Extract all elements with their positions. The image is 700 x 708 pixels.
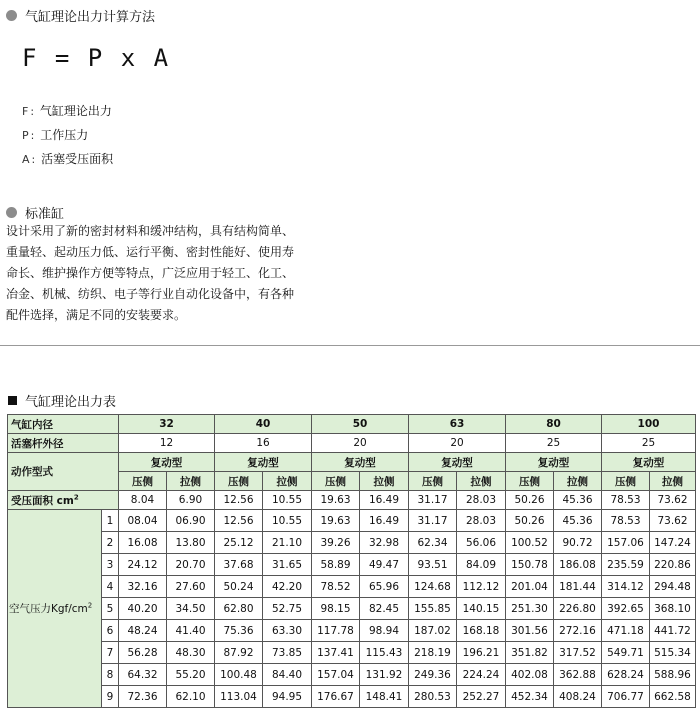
table-row	[8, 510, 696, 532]
force-value: 186.08	[554, 554, 602, 576]
area-value: 19.63	[312, 491, 360, 510]
force-value: 137.41	[312, 642, 360, 664]
force-value: 150.78	[506, 554, 554, 576]
force-value: 55.20	[167, 664, 215, 686]
bore-value: 50	[312, 415, 409, 434]
force-value: 294.48	[650, 576, 696, 598]
definition-key: F	[22, 105, 29, 118]
force-value: 87.92	[215, 642, 263, 664]
action-type: 复动型	[312, 453, 409, 472]
table-row	[8, 598, 696, 620]
force-value: 251.30	[506, 598, 554, 620]
force-value: 272.16	[554, 620, 602, 642]
force-value: 157.04	[312, 664, 360, 686]
area-row	[8, 491, 696, 510]
force-value: 301.56	[506, 620, 554, 642]
force-value: 588.96	[650, 664, 696, 686]
table-header	[8, 391, 116, 410]
area-value: 31.17	[409, 491, 457, 510]
force-value: 131.92	[360, 664, 409, 686]
force-value: 64.32	[119, 664, 167, 686]
force-formula: F = P x A	[22, 44, 171, 72]
force-value: 78.52	[312, 576, 360, 598]
force-value: 52.75	[263, 598, 312, 620]
force-value: 63.30	[263, 620, 312, 642]
bore-row	[8, 415, 696, 434]
area-label	[8, 491, 119, 510]
force-value: 62.80	[215, 598, 263, 620]
area-value: 50.26	[506, 491, 554, 510]
rod-value: 16	[215, 434, 312, 453]
definition-text: 活塞受压面积	[41, 152, 114, 166]
force-value: 112.12	[457, 576, 506, 598]
force-value: 31.65	[263, 554, 312, 576]
force-value: 32.16	[119, 576, 167, 598]
force-value: 58.89	[312, 554, 360, 576]
push-side-label: 压侧	[312, 472, 360, 491]
bore-label: 气缸内径	[8, 415, 119, 434]
definition-f: F : 气缸理论出力	[22, 104, 112, 118]
force-value: 62.34	[409, 532, 457, 554]
force-value: 98.94	[360, 620, 409, 642]
action-label: 动作型式	[8, 453, 119, 491]
area-value: 6.90	[167, 491, 215, 510]
force-value: 84.09	[457, 554, 506, 576]
force-value: 441.72	[650, 620, 696, 642]
action-type: 复动型	[409, 453, 506, 472]
force-value: 31.17	[409, 510, 457, 532]
action-type: 复动型	[119, 453, 215, 472]
force-value: 56.06	[457, 532, 506, 554]
pressure-label-text: 空气压力Kgf/cm	[9, 603, 88, 615]
bullet-dot-icon	[6, 10, 17, 21]
pressure-value: 8	[102, 664, 119, 686]
force-value: 362.88	[554, 664, 602, 686]
section-title: 标准缸	[25, 207, 65, 222]
table-row	[8, 576, 696, 598]
bullet-square-icon	[8, 396, 17, 405]
force-value: 471.18	[602, 620, 650, 642]
force-value: 314.12	[602, 576, 650, 598]
force-value: 155.85	[409, 598, 457, 620]
force-value: 662.58	[650, 686, 696, 708]
area-value: 12.56	[215, 491, 263, 510]
table-row	[8, 532, 696, 554]
pressure-value: 4	[102, 576, 119, 598]
definition-key: P	[22, 129, 29, 142]
standard-cylinder-description: 设计采用了新的密封材料和缓冲结构，具有结构简单、重量轻、起动压力低、运行平衡、密封性能好、使用寿命长、维护操作方便等特点，广泛应用于轻工、化工、冶金、机械、纺织、电子等行业自动化设备中，有各种配件选择，满足不同的安装要求。	[6, 224, 295, 322]
table-row	[8, 642, 696, 664]
force-value: 16.08	[119, 532, 167, 554]
force-value: 27.60	[167, 576, 215, 598]
force-value: 157.06	[602, 532, 650, 554]
force-value: 39.26	[312, 532, 360, 554]
force-value: 124.68	[409, 576, 457, 598]
force-value: 98.15	[312, 598, 360, 620]
force-value: 08.04	[119, 510, 167, 532]
force-value: 10.55	[263, 510, 312, 532]
table-row	[8, 554, 696, 576]
force-value: 351.82	[506, 642, 554, 664]
definition-key: A	[22, 153, 30, 166]
area-value: 28.03	[457, 491, 506, 510]
bore-value: 40	[215, 415, 312, 434]
force-value: 93.51	[409, 554, 457, 576]
force-value: 24.12	[119, 554, 167, 576]
force-value: 226.80	[554, 598, 602, 620]
table-row	[8, 686, 696, 708]
force-value: 48.24	[119, 620, 167, 642]
force-value: 392.65	[602, 598, 650, 620]
push-side-label: 压侧	[409, 472, 457, 491]
force-value: 49.47	[360, 554, 409, 576]
area-value: 16.49	[360, 491, 409, 510]
definition-text: 气缸理论出力	[39, 104, 112, 118]
pressure-value: 7	[102, 642, 119, 664]
force-value: 84.40	[263, 664, 312, 686]
bore-value: 63	[409, 415, 506, 434]
pull-side-label: 拉侧	[457, 472, 506, 491]
pressure-value: 6	[102, 620, 119, 642]
force-value: 115.43	[360, 642, 409, 664]
force-value: 50.26	[506, 510, 554, 532]
section-header-calc-method	[6, 6, 155, 25]
force-value: 45.36	[554, 510, 602, 532]
force-value: 187.02	[409, 620, 457, 642]
action-type: 复动型	[602, 453, 696, 472]
force-value: 515.34	[650, 642, 696, 664]
rod-value: 20	[312, 434, 409, 453]
bullet-dot-icon	[6, 207, 17, 218]
pull-side-label: 拉侧	[650, 472, 696, 491]
bore-value: 80	[506, 415, 602, 434]
pressure-value: 5	[102, 598, 119, 620]
force-value: 90.72	[554, 532, 602, 554]
bore-value: 100	[602, 415, 696, 434]
force-value: 408.24	[554, 686, 602, 708]
push-side-label: 压侧	[506, 472, 554, 491]
area-label-text: 受压面积 cm	[11, 494, 74, 507]
force-value: 65.96	[360, 576, 409, 598]
force-value: 706.77	[602, 686, 650, 708]
force-value: 73.62	[650, 510, 696, 532]
area-value: 78.53	[602, 491, 650, 510]
pressure-label	[8, 510, 102, 708]
force-value: 50.24	[215, 576, 263, 598]
force-value: 34.50	[167, 598, 215, 620]
force-value: 368.10	[650, 598, 696, 620]
definition-p: P : 工作压力	[22, 128, 89, 142]
force-value: 25.12	[215, 532, 263, 554]
force-value: 628.24	[602, 664, 650, 686]
force-table	[7, 414, 696, 708]
force-value: 140.15	[457, 598, 506, 620]
force-value: 168.18	[457, 620, 506, 642]
force-value: 176.67	[312, 686, 360, 708]
rod-value: 25	[602, 434, 696, 453]
table-row	[8, 664, 696, 686]
push-side-label: 压侧	[602, 472, 650, 491]
force-value: 48.30	[167, 642, 215, 664]
force-value: 73.85	[263, 642, 312, 664]
force-value: 32.98	[360, 532, 409, 554]
push-side-label: 压侧	[119, 472, 167, 491]
area-value: 10.55	[263, 491, 312, 510]
force-value: 181.44	[554, 576, 602, 598]
force-value: 06.90	[167, 510, 215, 532]
force-value: 201.04	[506, 576, 554, 598]
force-value: 220.86	[650, 554, 696, 576]
force-value: 224.24	[457, 664, 506, 686]
action-row	[8, 453, 696, 472]
pressure-unit-sup: 2	[87, 601, 93, 610]
area-unit-sup: 2	[73, 493, 79, 501]
force-value: 75.36	[215, 620, 263, 642]
force-value: 72.36	[119, 686, 167, 708]
divider-line	[0, 345, 700, 346]
pressure-value: 2	[102, 532, 119, 554]
push-side-label: 压侧	[215, 472, 263, 491]
force-value: 148.41	[360, 686, 409, 708]
rod-value: 12	[119, 434, 215, 453]
section-title: 气缸理论出力计算方法	[25, 10, 156, 25]
force-value: 113.04	[215, 686, 263, 708]
rod-label: 活塞杆外径	[8, 434, 119, 453]
pull-side-label: 拉侧	[360, 472, 409, 491]
rod-value: 25	[506, 434, 602, 453]
pressure-value: 3	[102, 554, 119, 576]
force-value: 452.34	[506, 686, 554, 708]
rod-row	[8, 434, 696, 453]
definition-text: 工作压力	[40, 128, 89, 142]
force-value: 20.70	[167, 554, 215, 576]
force-value: 100.52	[506, 532, 554, 554]
force-value: 56.28	[119, 642, 167, 664]
area-value: 73.62	[650, 491, 696, 510]
force-value: 12.56	[215, 510, 263, 532]
area-value: 8.04	[119, 491, 167, 510]
force-value: 41.40	[167, 620, 215, 642]
action-type: 复动型	[215, 453, 312, 472]
force-value: 218.19	[409, 642, 457, 664]
force-value: 21.10	[263, 532, 312, 554]
force-value: 78.53	[602, 510, 650, 532]
section-header-standard-cylinder	[6, 203, 64, 222]
table-row	[8, 620, 696, 642]
force-value: 549.71	[602, 642, 650, 664]
force-value: 82.45	[360, 598, 409, 620]
force-value: 402.08	[506, 664, 554, 686]
force-value: 280.53	[409, 686, 457, 708]
pressure-value: 1	[102, 510, 119, 532]
force-value: 28.03	[457, 510, 506, 532]
force-value: 317.52	[554, 642, 602, 664]
force-value: 42.20	[263, 576, 312, 598]
pull-side-label: 拉侧	[263, 472, 312, 491]
table-title: 气缸理论出力表	[25, 395, 117, 410]
force-value: 147.24	[650, 532, 696, 554]
area-value: 45.36	[554, 491, 602, 510]
force-value: 40.20	[119, 598, 167, 620]
force-value: 94.95	[263, 686, 312, 708]
force-value: 19.63	[312, 510, 360, 532]
force-value: 196.21	[457, 642, 506, 664]
force-value: 100.48	[215, 664, 263, 686]
action-type: 复动型	[506, 453, 602, 472]
force-value: 16.49	[360, 510, 409, 532]
force-value: 13.80	[167, 532, 215, 554]
force-value: 252.27	[457, 686, 506, 708]
definition-a: A : 活塞受压面积	[22, 152, 114, 166]
pressure-value: 9	[102, 686, 119, 708]
force-value: 37.68	[215, 554, 263, 576]
force-value: 249.36	[409, 664, 457, 686]
rod-value: 20	[409, 434, 506, 453]
pull-side-label: 拉侧	[167, 472, 215, 491]
pull-side-label: 拉侧	[554, 472, 602, 491]
force-value: 62.10	[167, 686, 215, 708]
force-value: 117.78	[312, 620, 360, 642]
bore-value: 32	[119, 415, 215, 434]
force-value: 235.59	[602, 554, 650, 576]
